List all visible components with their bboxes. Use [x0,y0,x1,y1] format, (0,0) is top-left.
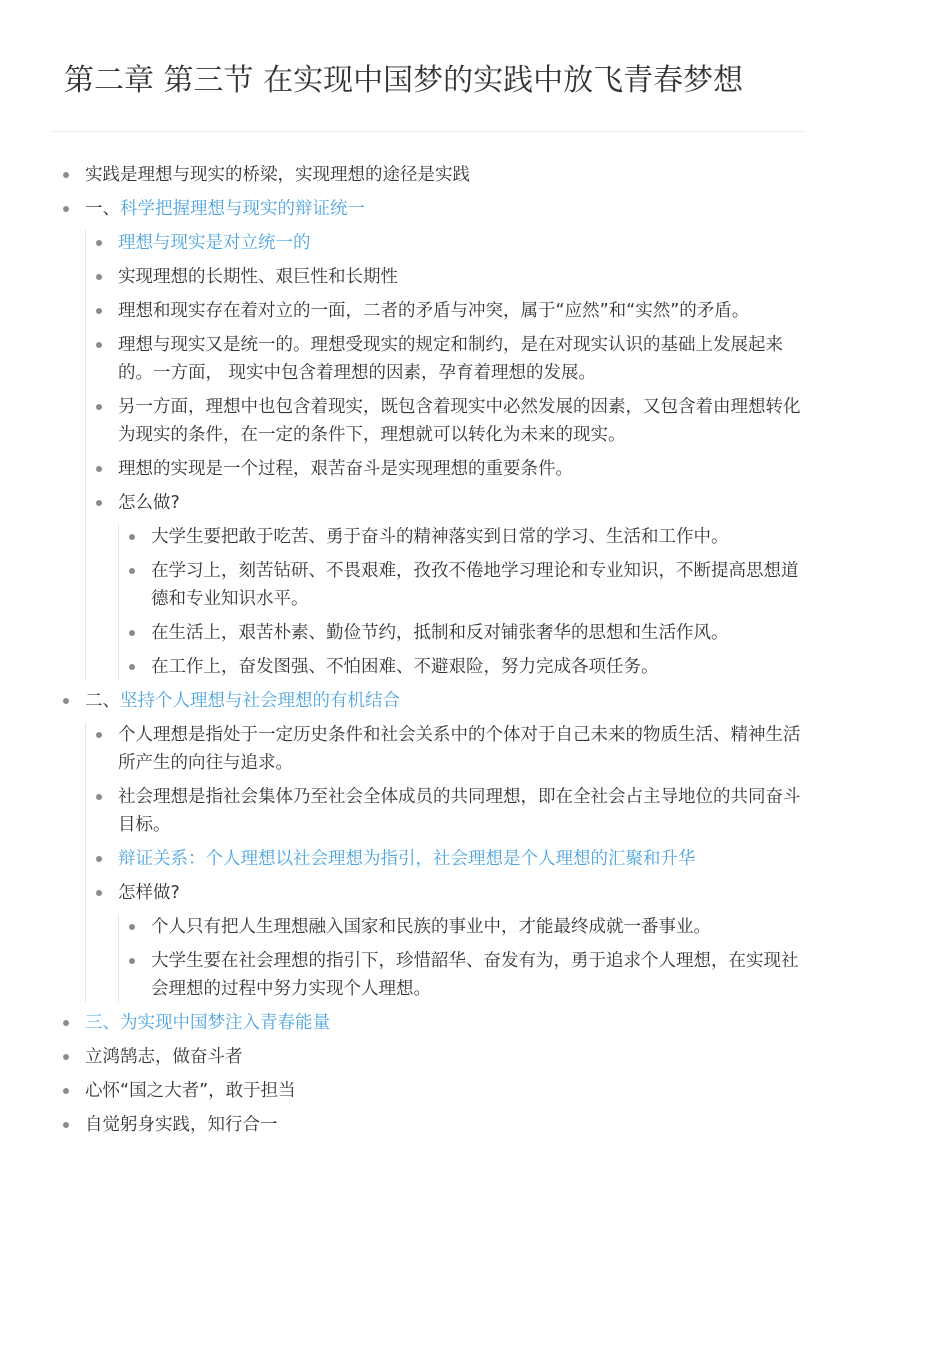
outline-item [118,650,812,684]
outline-item [118,910,812,944]
bullet-icon [96,240,102,246]
item-text: 个人理想是指处于一定历史条件和社会关系中的个体对于自己未来的物质生活、精神生活所产生的向往与追求。 [118,725,801,773]
outline-item-row [52,1074,812,1108]
item-link-text[interactable]: 科学把握理想与现实的辩证统一 [120,199,365,219]
outline-item [85,226,812,260]
bullet-icon [63,1054,69,1060]
outline-item-row [85,718,812,780]
item-text: 大学生要把敢于吃苦、勇于奋斗的精神落实到日常的学习、生活和工作中。 [151,527,729,547]
bullet-icon [96,308,102,314]
item-text: 理想的实现是一个过程，艰苦奋斗是实现理想的重要条件。 [118,459,573,479]
outline-item [85,876,812,1006]
child-items [85,226,812,684]
outline-item-row [85,260,812,294]
outline-item [52,684,812,1006]
item-link-text[interactable]: 理想与现实是对立统一的 [118,233,311,253]
bullet-icon [63,1088,69,1094]
bullet-icon [96,732,102,738]
outline-item-row [118,616,812,650]
item-text: 在学习上，刻苦钻研、不畏艰难，孜孜不倦地学习理论和专业知识，不断提高思想道德和专业知识水平。 [151,561,799,609]
outline-item-row [85,294,812,328]
child-list [118,910,812,1006]
outline-item-row[interactable] [52,1006,812,1040]
outline-item-row [85,842,812,876]
outline-item-row [85,390,812,452]
bullet-icon [129,664,135,670]
outline-item [85,452,812,486]
outline-item-row [85,486,812,520]
bullet-icon [96,274,102,280]
child-items [118,910,812,1006]
bullet-icon [129,568,135,574]
bullet-icon [129,924,135,930]
outline-list [52,158,812,1142]
item-text: 怎么做? [118,493,180,513]
child-list [85,226,812,684]
item-text: 理想和现实存在着对立的一面，二者的矛盾与冲突，属于“应然”和“实然”的矛盾。 [118,301,750,321]
bullet-icon [96,466,102,472]
child-items [118,520,812,684]
item-text: 在生活上，艰苦朴素、勤俭节约，抵制和反对铺张奢华的思想和生活作风。 [151,623,729,643]
outline-item [52,1040,812,1074]
outline-item [52,1006,812,1040]
bullet-icon [129,958,135,964]
outline-item [85,842,812,876]
outline-item [85,486,812,684]
outline-item-row [52,1040,812,1074]
outline-item [85,780,812,842]
item-text: 在工作上，奋发图强、不怕困难、不避艰险，努力完成各项任务。 [151,657,659,677]
item-link-text[interactable]: 辩证关系：个人理想以社会理想为指引，社会理想是个人理想的汇聚和升华 [118,849,696,869]
outline-item [85,328,812,390]
bullet-icon [129,630,135,636]
bullet-icon [96,794,102,800]
outline-item [85,294,812,328]
item-text: 立鸿鹄志，做奋斗者 [85,1047,243,1067]
outline-item-row[interactable] [52,684,812,718]
item-prefix: 一、 [85,199,120,219]
item-link-text[interactable]: 坚持个人理想与社会理想的有机结合 [120,691,400,711]
bullet-icon [129,534,135,540]
item-prefix: 二、 [85,691,120,711]
bullet-icon [96,500,102,506]
outline-item-row[interactable] [52,192,812,226]
outline-item [52,192,812,684]
bullet-icon [63,698,69,704]
outline-item-row [85,452,812,486]
bullet-icon [96,404,102,410]
outline-item-row [85,780,812,842]
outline-item-row [52,158,812,192]
child-items [85,718,812,1006]
outline-item-row [118,554,812,616]
title-divider [52,131,804,132]
bullet-icon [63,1020,69,1026]
outline-item [118,520,812,554]
outline-item-row [118,944,812,1006]
child-list [118,520,812,684]
outline-item-row [118,520,812,554]
bullet-icon [63,1122,69,1128]
outline-item-row [85,876,812,910]
item-text: 心怀“国之大者”，敢于担当 [85,1081,296,1101]
bullet-icon [96,856,102,862]
child-list [85,718,812,1006]
item-link-text[interactable]: 三、为实现中国梦注入青春能量 [85,1013,330,1033]
outline-item [52,1074,812,1108]
outline-item-row [85,226,812,260]
outline-item [118,554,812,616]
outline-item [118,944,812,1006]
item-text: 另一方面，理想中也包含着现实，既包含着现实中必然发展的因素，又包含着由理想转化为现实的条件，在一定的条件下，理想就可以转化为未来的现实。 [118,397,801,445]
bullet-icon [96,342,102,348]
page-title: 第二章 第三节 在实现中国梦的实践中放飞青春梦想 [64,63,744,98]
item-text: 自觉躬身实践，知行合一 [85,1115,278,1135]
bullet-icon [63,172,69,178]
outline-item-row [118,910,812,944]
bullet-icon [63,206,69,212]
outline-item-row [118,650,812,684]
outline-item [52,1108,812,1142]
outline-item [118,616,812,650]
item-text: 社会理想是指社会集体乃至社会全体成员的共同理想，即在全社会占主导地位的共同奋斗目标。 [118,787,801,835]
bullet-icon [96,890,102,896]
item-text: 大学生要在社会理想的指引下，珍惜韶华、奋发有为，勇于追求个人理想，在实现社会理想的过程中努力实现个人理想。 [151,951,799,999]
outline-item [85,390,812,452]
item-text: 实践是理想与现实的桥梁，实现理想的途径是实践 [85,165,470,185]
item-text: 理想与现实又是统一的。理想受现实的规定和制约，是在对现实认识的基础上发展起来的。一方面， 现实中包含着理想的因素，孕育着理想的发展。 [118,335,783,383]
item-text: 个人只有把人生理想融入国家和民族的事业中，才能最终成就一番事业。 [151,917,711,937]
item-text: 怎样做? [118,883,180,903]
outline-item [52,158,812,192]
outline-item-row [52,1108,812,1142]
item-text: 实现理想的长期性、艰巨性和长期性 [118,267,398,287]
outline-item-row [85,328,812,390]
outline-item [85,718,812,780]
outline-item [85,260,812,294]
